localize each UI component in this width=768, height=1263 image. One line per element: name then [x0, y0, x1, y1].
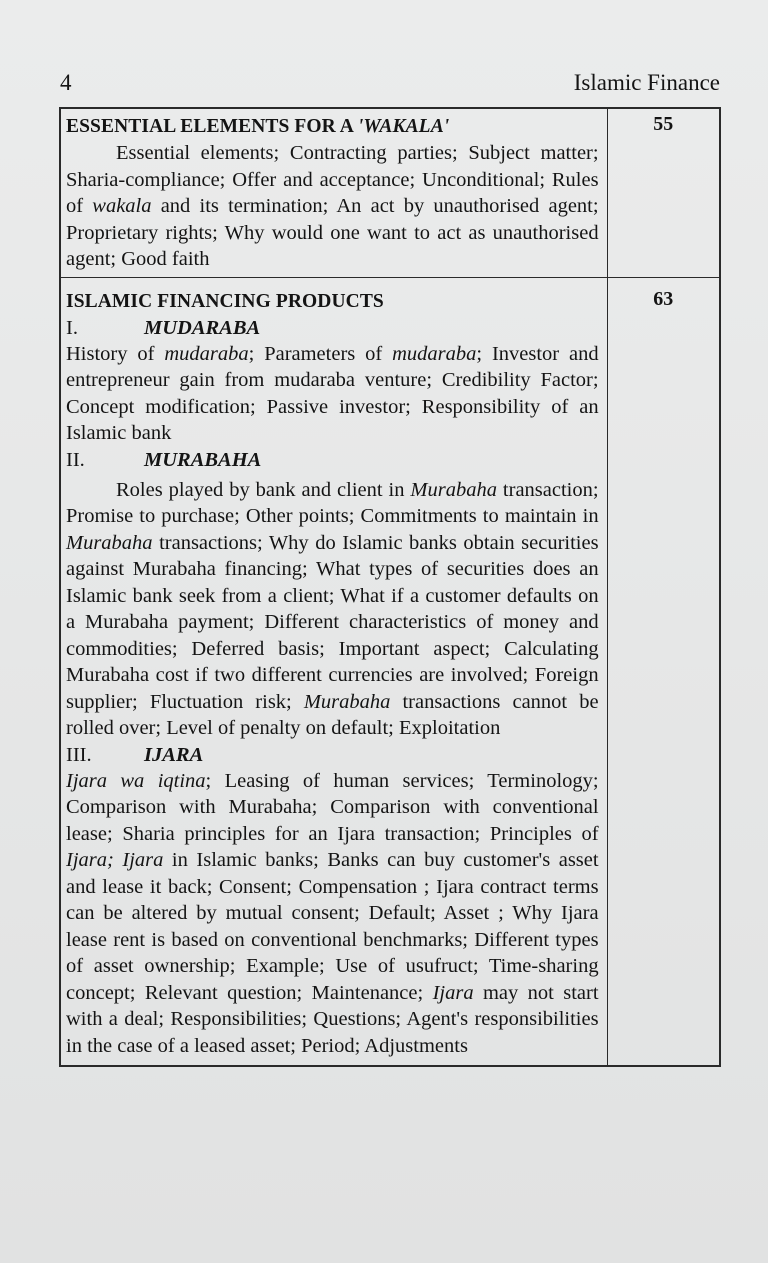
- toc-entry-content: [60, 277, 607, 1066]
- subsection-description: Ijara wa iqtina; Leasing of human services; Terminology; Comparison with Murabaha; Comparison with conventional lease; Sharia principles for an Ijara transaction; Principles of Ijara; Ijara in Islamic banks; Banks can buy customer's asset and lease it back; Consent; Compensation ; Ijara contract terms can be altered by mutual consent; Default; Asset ; Why Ijara lease rent is based on conventional benchmarks; Different types of asset ownership; Example; Use of usufruct; Time-sharing concept; Relevant question; Maintenance; Ijara may not start with a deal; Responsibilities; Questions; Agent's responsibilities in the case of a leased asset; Period; Adjustments: [66, 769, 599, 1057]
- section-title: ESSENTIAL ELEMENTS FOR A 'WAKALA': [66, 116, 450, 137]
- toc-page-ref: 63: [607, 277, 720, 1066]
- toc-row-financing-products: [60, 277, 720, 1066]
- running-title: Islamic Finance: [573, 70, 720, 95]
- subsection-description: Roles played by bank and client in Murabaha transaction; Promise to purchase; Other points; Commitments to maintain in Murabaha transactions; Why do Islamic banks obtain securities against Murabaha financing; What types of securities does an Islamic bank seek from a client; What if a customer defaults on a Murabaha payment; Different characteristics of money and commodities; Deferred basis; Important aspect; Calculating Murabaha cost if two different currencies are involved; Foreign supplier; Fluctuation risk; Murabaha transactions cannot be rolled over; Level of penalty on default; Exploitation: [66, 478, 599, 739]
- subsection-heading: III. IJARA: [66, 743, 204, 766]
- subsection-heading: II. MURABAHA: [66, 448, 262, 471]
- toc-entry-content: [60, 108, 607, 277]
- subsection-heading: I. MUDARABA: [66, 316, 261, 339]
- page-header: [60, 70, 720, 104]
- toc-row-wakala: [60, 108, 720, 277]
- section-title: ISLAMIC FINANCING PRODUCTS: [66, 290, 384, 312]
- toc-page-ref: 55: [607, 108, 720, 277]
- page-number: 4: [60, 70, 72, 95]
- subsection-description: History of mudaraba; Parameters of mudaraba; Investor and entrepreneur gain from mudaraba venture; Credibility Factor; Concept modification; Passive investor; Responsibility of an Islamic bank: [66, 342, 599, 444]
- section-description: Essential elements; Contracting parties; Subject matter; Sharia-compliance; Offer and acceptance; Unconditional; Rules of wakala and its termination; An act by unauthorised agent; Proprietary rights; Why would one want to act as unauthorised agent; Good faith: [66, 142, 599, 270]
- contents-table: [59, 107, 721, 1067]
